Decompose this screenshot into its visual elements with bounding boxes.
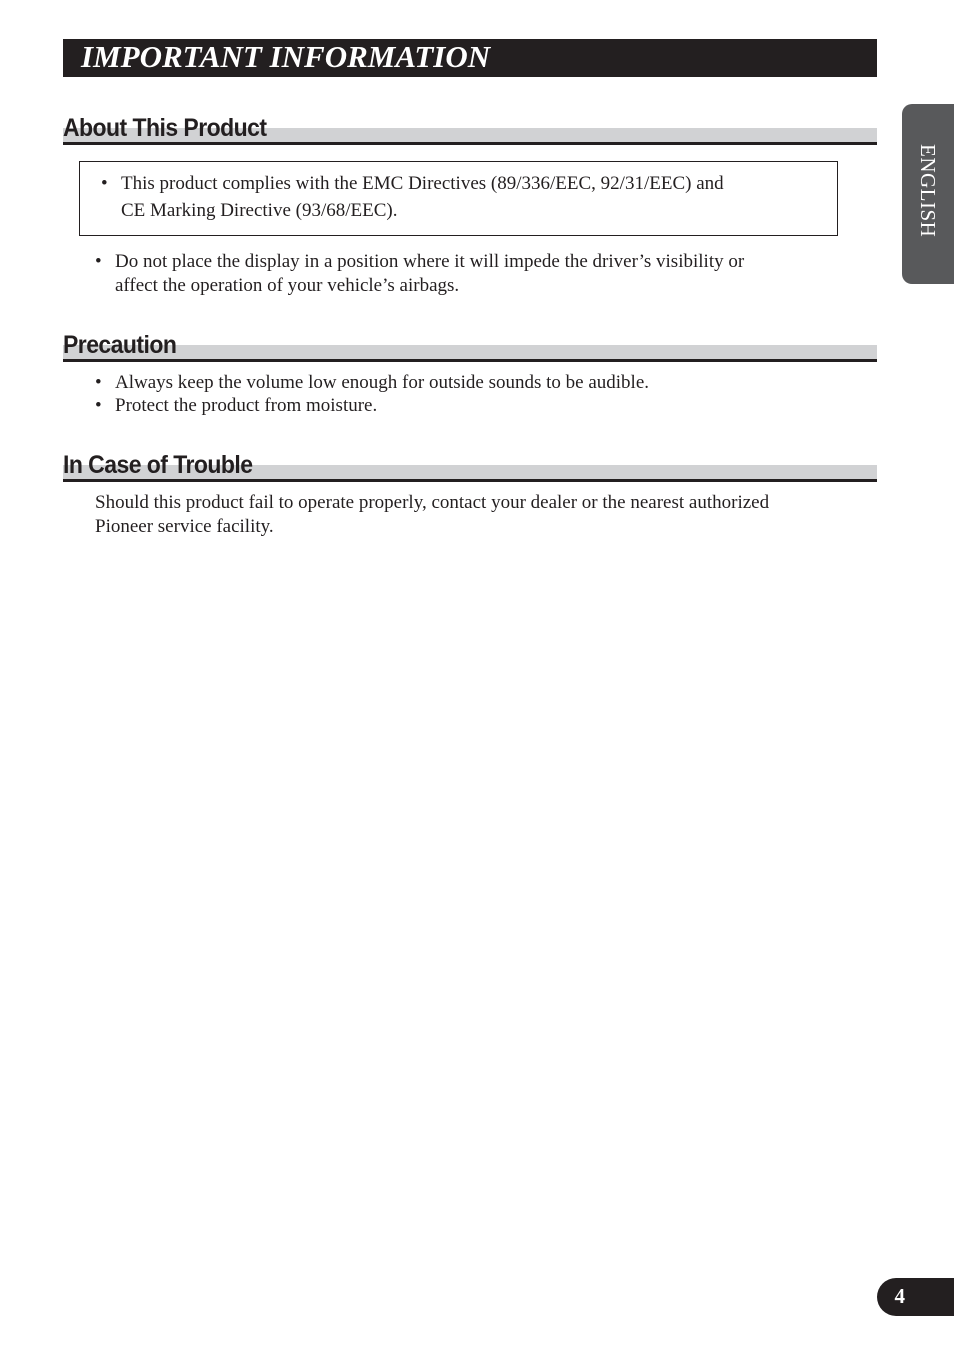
heading-band — [63, 345, 877, 359]
heading-about-label: About This Product — [63, 114, 267, 142]
trouble-paragraph-line-2: Pioneer service facility. — [95, 516, 274, 537]
bullet-marker: • — [95, 251, 102, 272]
display-warning-line-2: affect the operation of your vehicle’s airbags. — [115, 275, 460, 296]
precaution-item-moisture-text: Protect the product from moisture. — [115, 395, 378, 416]
language-tab — [902, 104, 954, 284]
precaution-item-volume-text: Always keep the volume low enough for outside sounds to be audible. — [115, 372, 650, 393]
page-number-tab — [877, 1278, 954, 1316]
display-warning-line-1: Do not place the display in a position where it will impede the driver’s visibility or — [115, 251, 745, 272]
heading-trouble-label: In Case of Trouble — [63, 451, 253, 479]
heading-rule — [63, 359, 877, 362]
section-heading-trouble — [63, 450, 877, 486]
language-tab-label: ENGLISH — [916, 144, 940, 238]
bullet-marker: • — [95, 395, 102, 416]
page-title-bar — [63, 39, 877, 77]
bullet-marker: • — [101, 173, 108, 194]
page-title: IMPORTANT INFORMATION — [81, 39, 491, 74]
page-number: 4 — [894, 1284, 905, 1308]
section-heading-about — [63, 113, 877, 149]
section-heading-precaution — [63, 330, 877, 366]
trouble-paragraph-line-1: Should this product fail to operate properly, contact your dealer or the nearest authorized — [95, 492, 770, 513]
bullet-marker: • — [95, 372, 102, 393]
compliance-note-line-1: This product complies with the EMC Directives (89/336/EEC, 92/31/EEC) and — [121, 173, 724, 194]
compliance-note-line-2: CE Marking Directive (93/68/EEC). — [121, 200, 398, 221]
heading-precaution-label: Precaution — [63, 331, 177, 359]
